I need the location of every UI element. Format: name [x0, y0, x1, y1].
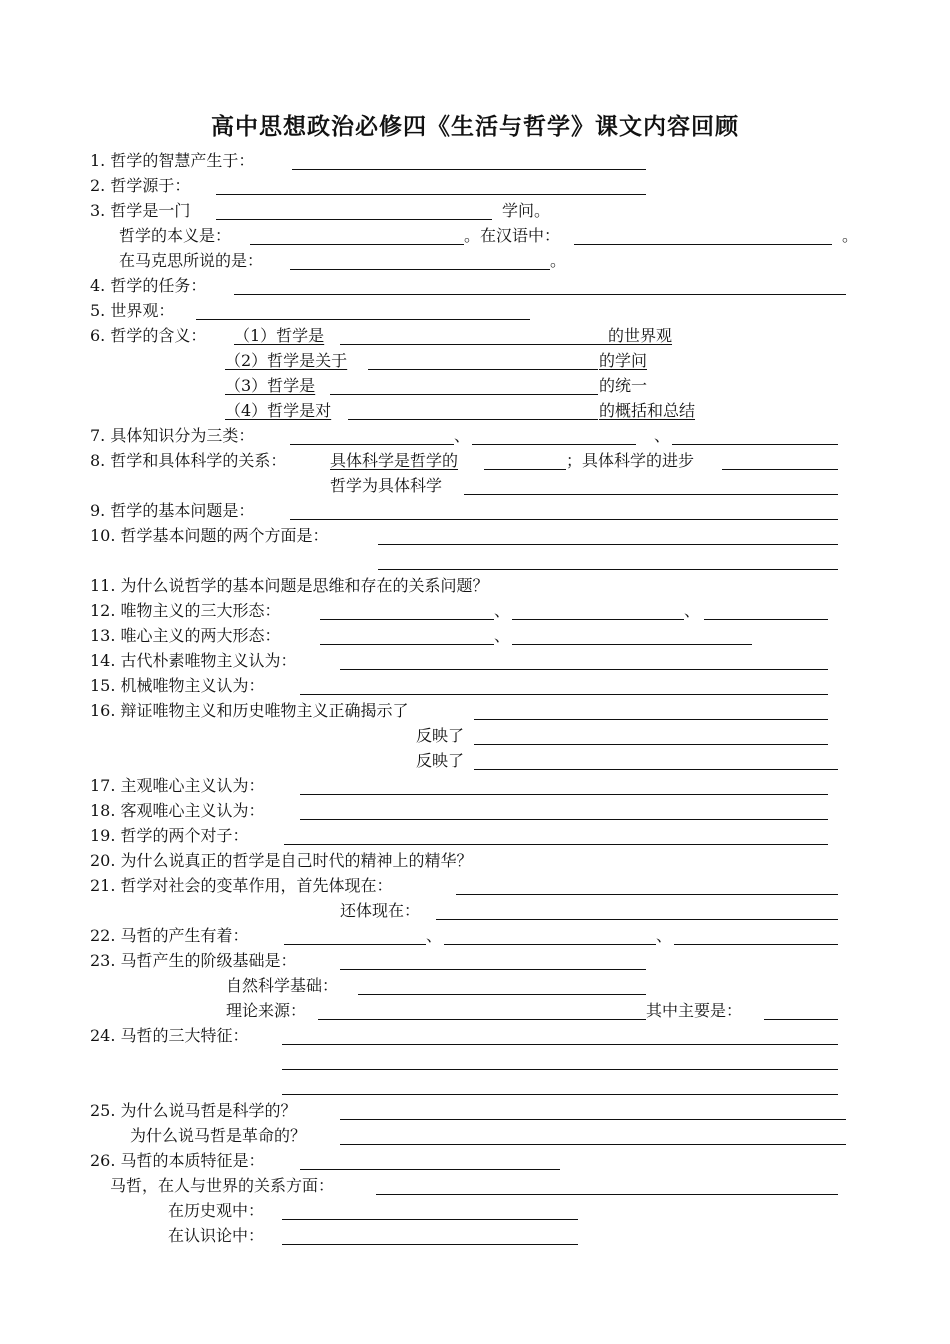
- question-text: 1. 哲学的智慧产生于：: [90, 151, 255, 170]
- question-text: 的统一: [599, 376, 648, 395]
- answer-blank[interactable]: [284, 944, 426, 945]
- question-26-line2: [0, 1175, 950, 1197]
- question-2: [0, 175, 950, 197]
- question-5: [0, 300, 950, 322]
- question-text: 。: [842, 226, 859, 245]
- question-text: 8. 哲学和具体科学的关系：: [90, 451, 287, 470]
- question-text: 16. 辩证唯物主义和历史唯物主义正确揭示了: [90, 701, 409, 720]
- question-text: （1）哲学是: [234, 326, 325, 345]
- question-text: 4. 哲学的任务：: [90, 276, 207, 295]
- answer-blank[interactable]: [216, 219, 492, 220]
- question-text: 还体现在：: [340, 901, 421, 920]
- question-23: [0, 950, 950, 972]
- answer-blank[interactable]: [234, 294, 846, 295]
- question-text: （2）哲学是关于: [225, 351, 348, 370]
- answer-blank[interactable]: [474, 719, 828, 720]
- question-16-line2: [0, 725, 950, 747]
- question-11: [0, 575, 950, 597]
- answer-blank[interactable]: [340, 1144, 846, 1145]
- answer-blank[interactable]: [456, 894, 838, 895]
- answer-blank[interactable]: [704, 619, 828, 620]
- answer-blank[interactable]: [318, 1019, 646, 1020]
- question-24-line2: [0, 1050, 950, 1072]
- answer-blank[interactable]: [300, 694, 828, 695]
- question-text: 哲学的本义是：: [119, 226, 232, 245]
- answer-blank[interactable]: [300, 794, 828, 795]
- question-text: 的世界观: [608, 326, 673, 345]
- question-25-line2: [0, 1125, 950, 1147]
- question-26-line3: [0, 1200, 950, 1222]
- answer-blank[interactable]: [340, 344, 608, 345]
- answer-blank[interactable]: [292, 169, 646, 170]
- question-text: 24. 马哲的三大特征：: [90, 1026, 249, 1045]
- answer-blank[interactable]: [464, 494, 838, 495]
- question-text: 26. 马哲的本质特征是：: [90, 1151, 265, 1170]
- answer-blank[interactable]: [250, 244, 464, 245]
- question-21: [0, 875, 950, 897]
- question-text: 15. 机械唯物主义认为：: [90, 676, 265, 695]
- question-6: [0, 325, 950, 347]
- question-text: 25. 为什么说马哲是科学的？: [90, 1101, 297, 1120]
- question-25: [0, 1100, 950, 1122]
- separator: 、: [494, 626, 511, 645]
- question-24-line3: [0, 1075, 950, 1097]
- question-text: 13. 唯心主义的两大形态：: [90, 626, 281, 645]
- question-15: [0, 675, 950, 697]
- answer-blank[interactable]: [574, 244, 832, 245]
- separator: 、: [426, 926, 443, 945]
- question-text: 5. 世界观：: [90, 301, 175, 320]
- question-text: 7. 具体知识分为三类：: [90, 426, 255, 445]
- answer-blank[interactable]: [290, 519, 838, 520]
- question-6-item-4: [0, 400, 950, 422]
- question-23-line3: [0, 1000, 950, 1022]
- answer-blank[interactable]: [378, 544, 838, 545]
- separator: 、: [494, 601, 511, 620]
- question-text: 21. 哲学对社会的变革作用，首先体现在：: [90, 876, 393, 895]
- answer-blank[interactable]: [340, 1119, 846, 1120]
- answer-blank[interactable]: [484, 469, 566, 470]
- question-text: 自然科学基础：: [226, 976, 339, 995]
- question-21-line2: [0, 900, 950, 922]
- answer-blank[interactable]: [282, 1069, 838, 1070]
- question-text: 的学问: [599, 351, 648, 370]
- question-20: [0, 850, 950, 872]
- question-4: [0, 275, 950, 297]
- question-text: 。: [550, 251, 567, 270]
- question-text: 2. 哲学源于：: [90, 176, 191, 195]
- question-26: [0, 1150, 950, 1172]
- question-text: 6. 哲学的含义：: [90, 326, 207, 345]
- question-text: 9. 哲学的基本问题是：: [90, 501, 255, 520]
- answer-blank[interactable]: [376, 1194, 838, 1195]
- answer-blank[interactable]: [300, 819, 828, 820]
- answer-blank[interactable]: [320, 619, 494, 620]
- question-13: [0, 625, 950, 647]
- answer-blank[interactable]: [512, 644, 752, 645]
- answer-blank[interactable]: [368, 369, 598, 370]
- question-24: [0, 1025, 950, 1047]
- question-text: 23. 马哲产生的阶级基础是：: [90, 951, 297, 970]
- question-3-line2: [0, 225, 950, 247]
- answer-blank[interactable]: [512, 619, 684, 620]
- question-3-line3: [0, 250, 950, 272]
- answer-blank[interactable]: [282, 1094, 838, 1095]
- question-text: 19. 哲学的两个对子：: [90, 826, 249, 845]
- question-text: 为什么说马哲是革命的？: [130, 1126, 307, 1145]
- question-26-line4: [0, 1225, 950, 1247]
- question-text: 反映了: [416, 726, 465, 745]
- question-text: ；具体科学的进步: [566, 451, 695, 470]
- question-8-line2: [0, 475, 950, 497]
- question-10: [0, 525, 950, 547]
- separator: 、: [454, 426, 471, 445]
- question-18: [0, 800, 950, 822]
- answer-blank[interactable]: [340, 669, 828, 670]
- question-17: [0, 775, 950, 797]
- separator: 、: [654, 426, 671, 445]
- question-1: [0, 150, 950, 172]
- answer-blank[interactable]: [282, 1044, 838, 1045]
- question-text: 。在汉语中：: [464, 226, 561, 245]
- answer-blank[interactable]: [340, 969, 646, 970]
- question-text: 11. 为什么说哲学的基本问题是思维和存在的关系问题？: [90, 576, 489, 595]
- question-text: 18. 客观唯心主义认为：: [90, 801, 265, 820]
- question-6-item-2: [0, 350, 950, 372]
- question-text: 17. 主观唯心主义认为：: [90, 776, 265, 795]
- answer-blank[interactable]: [472, 444, 636, 445]
- answer-blank[interactable]: [474, 744, 828, 745]
- question-text: 10. 哲学基本问题的两个方面是：: [90, 526, 329, 545]
- answer-blank[interactable]: [444, 944, 656, 945]
- question-text: 其中主要是：: [646, 1001, 743, 1020]
- question-12: [0, 600, 950, 622]
- question-9: [0, 500, 950, 522]
- answer-blank[interactable]: [474, 769, 838, 770]
- question-text: （4）哲学是对: [225, 401, 332, 420]
- answer-blank[interactable]: [216, 194, 646, 195]
- question-19: [0, 825, 950, 847]
- separator: 、: [656, 926, 673, 945]
- question-text: 哲学为具体科学: [330, 476, 443, 495]
- question-3: [0, 200, 950, 222]
- question-text: 具体科学是哲学的: [330, 451, 459, 470]
- question-10-line2: [0, 550, 950, 572]
- question-16: [0, 700, 950, 722]
- question-text: 20. 为什么说真正的哲学是自己时代的精神上的精华？: [90, 851, 473, 870]
- question-text: 学问。: [502, 201, 551, 220]
- answer-blank[interactable]: [358, 994, 646, 995]
- question-text: 在马克思所说的是：: [119, 251, 264, 270]
- question-text: 在认识论中：: [168, 1226, 265, 1245]
- question-text: 马哲，在人与世界的关系方面：: [110, 1176, 335, 1195]
- answer-blank[interactable]: [330, 394, 598, 395]
- answer-blank[interactable]: [722, 469, 838, 470]
- answer-blank[interactable]: [320, 644, 494, 645]
- question-22: [0, 925, 950, 947]
- answer-blank[interactable]: [674, 944, 838, 945]
- question-text: （3）哲学是: [225, 376, 316, 395]
- question-7: [0, 425, 950, 447]
- answer-blank[interactable]: [764, 1019, 838, 1020]
- question-text: 在历史观中：: [168, 1201, 265, 1220]
- answer-blank[interactable]: [672, 444, 838, 445]
- question-text: 理论来源：: [226, 1001, 307, 1020]
- question-text: 12. 唯物主义的三大形态：: [90, 601, 281, 620]
- answer-blank[interactable]: [378, 569, 838, 570]
- answer-blank[interactable]: [282, 1219, 578, 1220]
- question-text: 22. 马哲的产生有着：: [90, 926, 249, 945]
- question-text: 反映了: [416, 751, 465, 770]
- question-6-item-3: [0, 375, 950, 397]
- question-14: [0, 650, 950, 672]
- answer-blank[interactable]: [290, 269, 550, 270]
- answer-blank[interactable]: [196, 319, 530, 320]
- answer-blank[interactable]: [300, 1169, 560, 1170]
- answer-blank[interactable]: [284, 844, 828, 845]
- question-text: 14. 古代朴素唯物主义认为：: [90, 651, 297, 670]
- answer-blank[interactable]: [436, 919, 838, 920]
- question-23-line2: [0, 975, 950, 997]
- question-8: [0, 450, 950, 472]
- question-text: 的概括和总结: [599, 401, 696, 420]
- answer-blank[interactable]: [348, 419, 598, 420]
- separator: 、: [684, 601, 701, 620]
- question-16-line3: [0, 750, 950, 772]
- page-title: 高中思想政治必修四《生活与哲学》课文内容回顾: [211, 113, 739, 140]
- answer-blank[interactable]: [290, 444, 454, 445]
- answer-blank[interactable]: [282, 1244, 578, 1245]
- question-text: 3. 哲学是一门: [90, 201, 191, 220]
